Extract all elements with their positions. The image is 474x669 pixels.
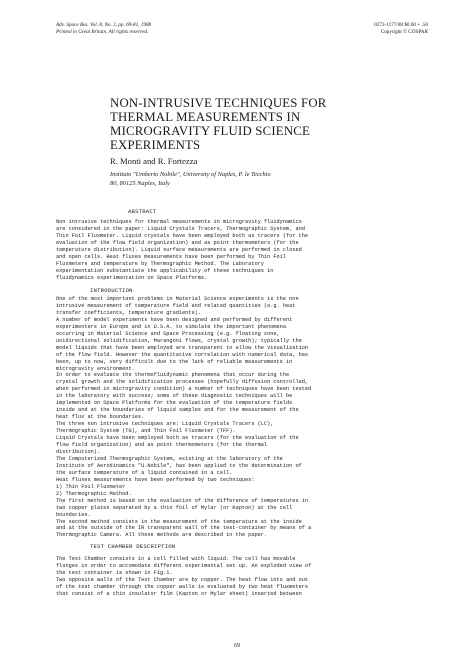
text-line: unidirectional solidification, Marangoni flows, crystal growth); typically the xyxy=(56,337,302,344)
text-line: of the flow field. However the quantitative correlation with numerical data, has xyxy=(56,351,309,358)
title-line: THERMAL MEASUREMENTS IN xyxy=(110,110,301,124)
text-line: experimentation substantiate the applicability of these techniques in xyxy=(56,267,274,274)
text-line: crystal growth and the solidification processes (hopefully diffusion controlled, xyxy=(56,379,309,386)
paper-title xyxy=(110,96,440,152)
text-line: intrusive measurement of temperature field and related quantities (e.g. heat xyxy=(56,302,296,309)
text-line: occurring in Material Science and Space Processing (e.g. floating zone, xyxy=(56,330,280,337)
text-line: One of the most important problems in Material Science experiments is the non xyxy=(56,296,299,302)
text-line: experimenters in Europe and in U.S.A. to simulate the important phenomena xyxy=(56,323,286,330)
text-line: the surface temperature of a liquid contained in a cell. xyxy=(56,469,233,476)
text-line: The second method consists in the measurement of the temperature at the inside xyxy=(56,518,302,525)
text-line: A number of model experiments have been designed and performed by different xyxy=(56,316,293,323)
text-line: Liquid Crystals have been employed both as tracers (for the evaluation of the xyxy=(56,435,299,442)
text-line: flanges in order to accomodate different experimental set up. An exploded view of xyxy=(56,562,312,569)
text-line: when performed in microgravity condition) a number of techniques have been tested xyxy=(56,386,312,393)
copyright-notice xyxy=(278,22,428,36)
text-line: that consist of a thin insulator film (Kapton or Mylar sheet) inserted between xyxy=(56,590,302,597)
introduction-body xyxy=(56,296,436,539)
text-line: The three non intrusive techniques are: Liquid Crystals Tracers (LC), xyxy=(56,421,274,428)
text-line: heat flux at the boundaries. xyxy=(56,414,145,421)
affiliation-line: Instituto "Umberto Nobile", University of Naples, P. le Tecchio xyxy=(110,171,271,178)
text-line: evaluation of the flow field organization) and as point thermometers (for the xyxy=(56,239,299,246)
abstract-heading: ABSTRACT xyxy=(128,208,157,215)
text-line: Thermographic Camera. All these methods are described in the paper. xyxy=(56,532,268,539)
text-line: Fluxmeters and temperature by Thermographic Method. The Laboratory xyxy=(56,260,264,267)
text-line: The first method is based on the evaluation of the difference of temperatures in xyxy=(56,497,309,504)
test-chamber-heading: TEST CHAMBER DESCRIPTION xyxy=(90,543,176,550)
affiliation xyxy=(110,170,350,188)
text-line: Heat fluxes measurements have been performed by two techniques: xyxy=(56,476,255,483)
text-line: boundaries. xyxy=(56,511,91,518)
journal-line: Printed in Great Britain. All rights reserved. xyxy=(56,29,149,35)
copyright-line: Copyright © COSPAR xyxy=(380,29,428,35)
text-line: are considered in the paper: Liquid Crystals Tracers, Thermographic System, and xyxy=(56,225,305,232)
text-line: 1) Thin Foil Fluxmeter xyxy=(56,483,126,490)
text-line: been, up to now, very difficult due to the lack of reliable measurements in xyxy=(56,358,293,365)
text-line: Thermographic System (TG), and Thin Foil Fluxmeter (TFF). xyxy=(56,428,236,435)
introduction-heading: INTRODUCTION xyxy=(90,287,133,294)
test-chamber-body xyxy=(56,556,436,598)
abstract-body xyxy=(56,219,436,282)
page-number: 69 xyxy=(234,643,240,649)
title-line: NON-INTRUSIVE TECHNIQUES FOR xyxy=(110,96,327,110)
text-line: the test container is shown in Fig.1. xyxy=(56,569,173,576)
text-line: of the test chamber through the copper walls is evaluated by two heat fluxmeters xyxy=(56,583,309,590)
copyright-line: 0273-1177/88 $0.00 + .50 xyxy=(374,22,428,28)
title-line: MICROGRAVITY FLUID SCIENCE xyxy=(110,124,311,138)
text-line: model liquids that have been employed are transparent to allow the visualization xyxy=(56,344,309,351)
text-line: inside and at the boundaries of liquid samples and for the measurement of the xyxy=(56,407,299,414)
text-line: flow field organization) and as point thermometers (for the thermal xyxy=(56,442,268,449)
authors: R. Monti and R. Fortezza xyxy=(110,156,198,166)
text-line: Non intrusive techniques for thermal measurements in microgravity fluidynamics xyxy=(56,219,302,225)
text-line: and at the outside of the IR transparent wall of the test-container by means of a xyxy=(56,525,312,532)
text-line: The Test Chamber consists in a cell filled with liquid. The cell has movable xyxy=(56,556,296,562)
title-line: EXPERIMENTS xyxy=(110,138,201,152)
text-line: In order to evaluate the thermofluidynamic phenomena that occur during the xyxy=(56,372,290,379)
text-line: implemented on Space Platforms for the evaluation of the temperature fields xyxy=(56,400,293,407)
text-line: transfer coefficients, temperature gradients). xyxy=(56,309,201,316)
text-line: The Computerized Thermographic System, existing at the laboratory of the xyxy=(56,455,283,462)
text-line: Thin Foil Fluxmeter. Liquid crystals have been employed both as tracers (for the xyxy=(56,232,309,239)
journal-line: Adv. Space Res. Vol. 8, No. 2, pp. 69-81, 1988 xyxy=(56,22,152,28)
text-line: fluidynamics experimentation on Space Platforms. xyxy=(56,274,208,281)
affiliation-line: 80, 80125 Naples, Italy xyxy=(110,180,170,187)
text-line: 2) Thermographic Method. xyxy=(56,490,132,497)
text-line: temperature distribution). Liquid surface measurements are performed in closed xyxy=(56,246,302,253)
text-line: microgravity environment. xyxy=(56,365,135,372)
text-line: and open cells. Heat fluxes measurements have been performed by Thin Foil xyxy=(56,253,286,260)
text-line: in the laboratory with success; some of these diagnostic techniques will be xyxy=(56,393,293,400)
text-line: Two opposite walls of the Test Chamber are by copper. The heat flow into and out xyxy=(56,576,309,583)
text-line: distribution). xyxy=(56,448,101,455)
text-line: Institute of Aerodinamics "U.Nobile", has been applied to the determination of xyxy=(56,462,302,469)
text-line: two copper plates separated by a thin foil of Mylar (or Kapton) at the cell xyxy=(56,504,293,511)
journal-citation xyxy=(56,22,256,36)
